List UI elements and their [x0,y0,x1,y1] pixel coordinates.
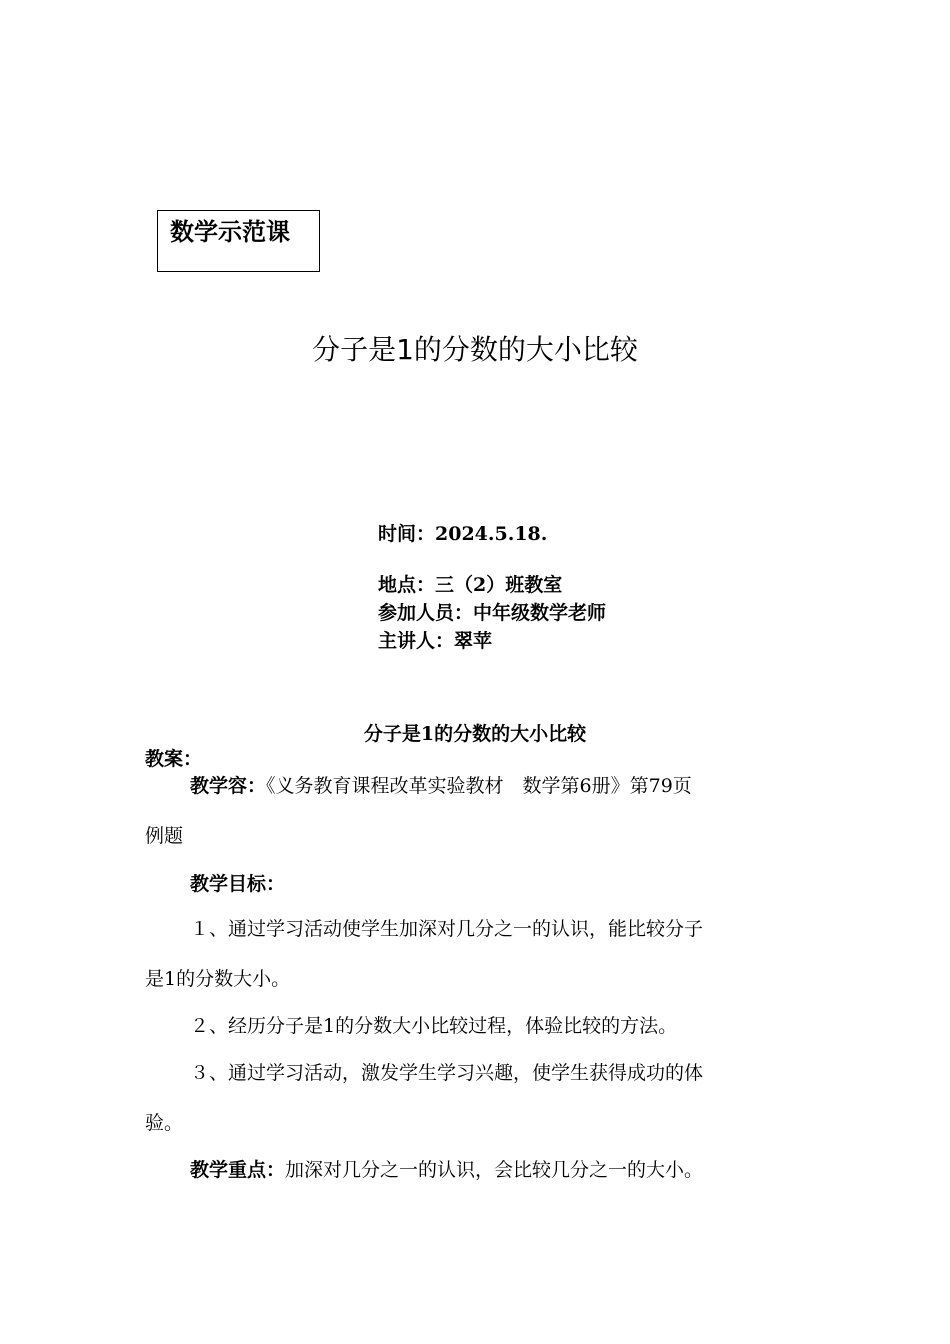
meta-participants: 参加人员：中年级数学老师 [378,602,607,624]
key-point-label: 教学重点： [190,1159,286,1181]
meta-place: 地点：三（2）班教室 [378,574,563,596]
objective-3-continued: 验。 [145,1112,184,1134]
lesson-plan-label: 教案： [145,748,203,770]
objective-2: ２、经历分子是1的分数大小比较过程，体验比较的方法。 [190,1015,678,1037]
page-title: 分子是1的分数的大小比较 [312,333,638,366]
meta-time: 时间：2024.5.18. [378,523,548,545]
key-point-text: 加深对几分之一的认识，会比较几分之一的大小。 [285,1159,704,1181]
objective-1-continued: 是1的分数大小。 [145,968,291,990]
label-box-text: 数学示范课 [170,218,290,246]
content-paragraph [190,772,692,800]
meta-speaker: 主讲人：翠苹 [378,630,493,652]
meta-info [378,520,606,655]
objectives-label: 教学目标： [190,873,286,895]
section-title: 分子是1的分数的大小比较 [363,723,587,745]
content-text: 《义务教育课程改革实验教材 数学第6册》第79页 [266,775,692,797]
content-text-continued: 例题 [145,825,184,847]
objective-1: １、通过学习活动使学生加深对几分之一的认识，能比较分子 [190,918,704,940]
objective-3: ３、通过学习活动，激发学生学习兴趣，使学生获得成功的体 [190,1062,704,1084]
content-label: 教学容： [190,775,267,797]
key-point-paragraph [190,1156,703,1184]
label-box [157,210,320,272]
